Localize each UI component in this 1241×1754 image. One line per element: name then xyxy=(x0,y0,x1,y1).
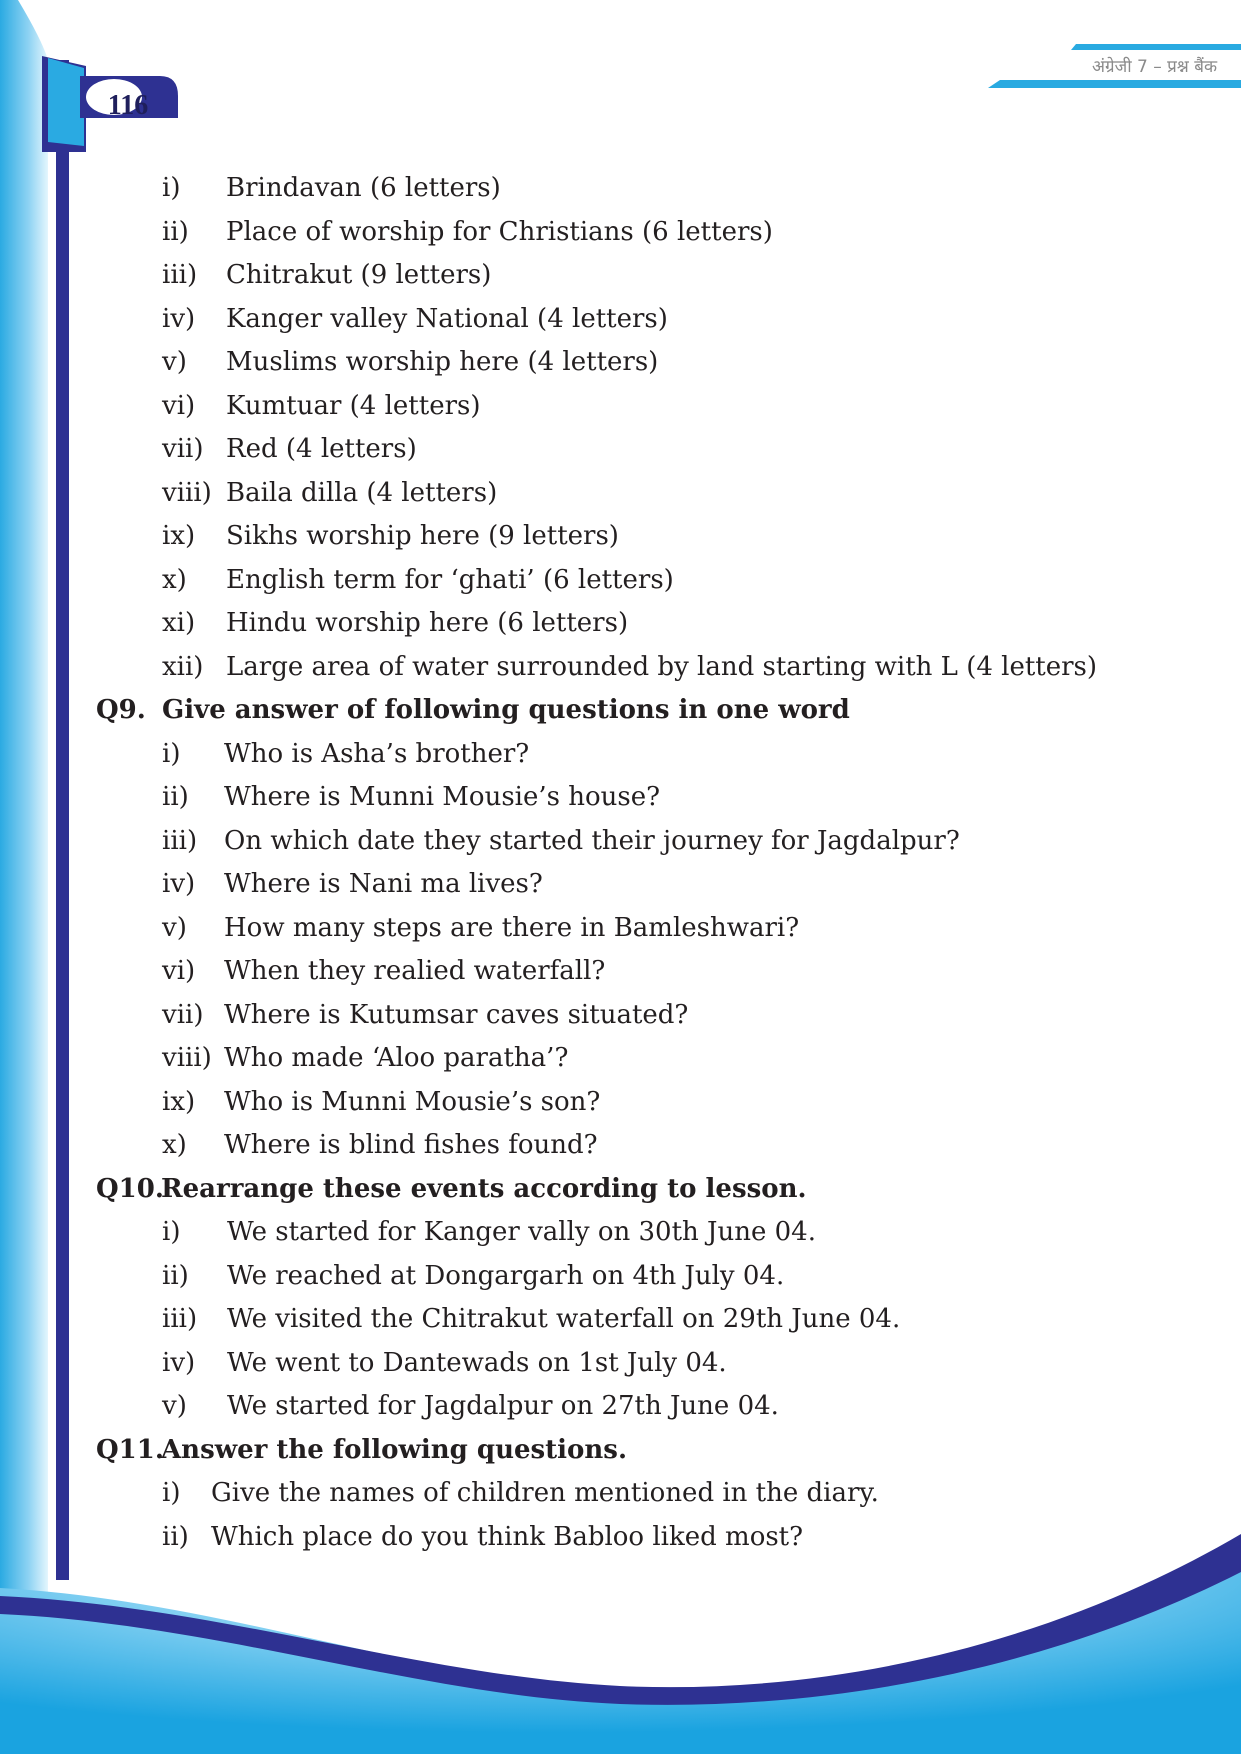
question-heading xyxy=(0,1168,1241,1212)
item-text: Large area of water surrounded by land starting with L (4 letters) xyxy=(226,651,1098,682)
item-text: Who is Munni Mousie’s son? xyxy=(224,1086,601,1117)
item-text: Who made ‘Aloo paratha’? xyxy=(224,1043,569,1073)
list-item xyxy=(0,907,1241,951)
page-content xyxy=(0,167,1241,1559)
item-number: i) xyxy=(162,173,181,203)
item-number: i) xyxy=(162,1478,181,1508)
item-text: Give the names of children mentioned in the diary. xyxy=(211,1478,879,1508)
item-text: Where is Kutumsar caves situated? xyxy=(224,999,689,1030)
item-number: v) xyxy=(162,912,187,943)
list-item xyxy=(0,776,1241,820)
item-number: i) xyxy=(162,1217,181,1247)
item-number: v) xyxy=(162,1391,187,1421)
item-number: iii) xyxy=(162,260,198,290)
item-number: x) xyxy=(162,564,187,595)
item-text: Hindu worship here (6 letters) xyxy=(226,608,629,638)
question-number: Q11. xyxy=(96,1434,164,1465)
item-number: vi) xyxy=(162,956,196,986)
list-item xyxy=(0,1037,1241,1081)
item-number: vi) xyxy=(162,390,196,421)
item-number: xi) xyxy=(162,608,196,638)
list-item xyxy=(0,341,1241,385)
item-text: Sikhs worship here (9 letters) xyxy=(226,521,619,551)
item-text: We started for Jagdalpur on 27th June 04. xyxy=(227,1391,779,1421)
list-item xyxy=(0,515,1241,559)
item-number: ii) xyxy=(162,1260,189,1291)
item-number: iii) xyxy=(162,825,198,856)
page-number: 116 xyxy=(107,90,149,121)
item-number: ii) xyxy=(162,216,189,247)
list-item xyxy=(0,1342,1241,1386)
question-heading xyxy=(0,1429,1241,1473)
list-item xyxy=(0,167,1241,211)
list-item xyxy=(0,472,1241,516)
question-number: Q9. xyxy=(96,695,146,725)
item-text: Chitrakut (9 letters) xyxy=(226,260,492,290)
question-title: Give answer of following questions in one word xyxy=(162,695,850,725)
list-item xyxy=(0,733,1241,777)
list-item xyxy=(0,602,1241,646)
item-number: iv) xyxy=(162,869,196,899)
item-text: Which place do you think Babloo liked most? xyxy=(211,1521,804,1552)
item-text: When they realied waterfall? xyxy=(224,956,606,986)
running-header: अंग्रेजी 7 – प्रश्न बैंक xyxy=(1092,57,1217,77)
question-number: Q10. xyxy=(96,1173,164,1204)
item-text: We started for Kanger vally on 30th June 04. xyxy=(227,1217,816,1247)
item-text: How many steps are there in Bamleshwari? xyxy=(224,912,800,943)
item-text: Kanger valley National (4 letters) xyxy=(226,303,668,334)
item-number: v) xyxy=(162,347,187,377)
list-item xyxy=(0,1211,1241,1255)
item-number: iv) xyxy=(162,303,196,334)
item-number: xii) xyxy=(162,651,204,682)
item-text: Where is blind fishes found? xyxy=(224,1130,598,1160)
item-number: ii) xyxy=(162,1521,189,1552)
item-number: x) xyxy=(162,1130,187,1160)
item-number: vii) xyxy=(162,999,204,1030)
item-number: ix) xyxy=(162,1086,196,1117)
list-item xyxy=(0,994,1241,1038)
question-title: Rearrange these events according to lesson. xyxy=(161,1173,807,1204)
list-item xyxy=(0,950,1241,994)
item-text: Who is Asha’s brother? xyxy=(224,738,530,769)
item-number: iii) xyxy=(162,1304,198,1334)
item-text: Baila dilla (4 letters) xyxy=(226,477,498,508)
list-item xyxy=(0,211,1241,255)
list-item xyxy=(0,1385,1241,1429)
list-item xyxy=(0,298,1241,342)
list-item xyxy=(0,1516,1241,1560)
question-heading xyxy=(0,689,1241,733)
item-text: Kumtuar (4 letters) xyxy=(226,390,481,421)
item-text: We went to Dantewads on 1st July 04. xyxy=(227,1347,727,1378)
item-number: viii) xyxy=(162,1043,212,1073)
item-text: On which date they started their journey for Jagdalpur? xyxy=(224,825,960,856)
list-item xyxy=(0,646,1241,690)
item-text: Where is Munni Mousie’s house? xyxy=(224,782,661,812)
item-text: We reached at Dongargarh on 4th July 04. xyxy=(227,1260,785,1291)
question-title: Answer the following questions. xyxy=(161,1434,627,1465)
list-item xyxy=(0,254,1241,298)
item-text: Muslims worship here (4 letters) xyxy=(226,347,659,377)
item-number: ix) xyxy=(162,521,196,551)
list-item xyxy=(0,1298,1241,1342)
item-text: We visited the Chitrakut waterfall on 29th June 04. xyxy=(227,1304,901,1334)
item-text: Brindavan (6 letters) xyxy=(226,173,501,203)
item-number: ii) xyxy=(162,782,189,812)
list-item xyxy=(0,428,1241,472)
item-number: vii) xyxy=(162,434,204,464)
item-text: Place of worship for Christians (6 letters) xyxy=(226,216,773,247)
list-item xyxy=(0,1124,1241,1168)
item-text: English term for ‘ghati’ (6 letters) xyxy=(226,564,674,595)
list-item xyxy=(0,820,1241,864)
list-item xyxy=(0,559,1241,603)
list-item xyxy=(0,1081,1241,1125)
list-item xyxy=(0,385,1241,429)
item-text: Where is Nani ma lives? xyxy=(224,869,543,899)
item-number: i) xyxy=(162,738,181,769)
list-item xyxy=(0,863,1241,907)
item-number: iv) xyxy=(162,1347,196,1378)
list-item xyxy=(0,1472,1241,1516)
item-text: Red (4 letters) xyxy=(226,434,417,464)
item-number: viii) xyxy=(162,477,212,508)
list-item xyxy=(0,1255,1241,1299)
